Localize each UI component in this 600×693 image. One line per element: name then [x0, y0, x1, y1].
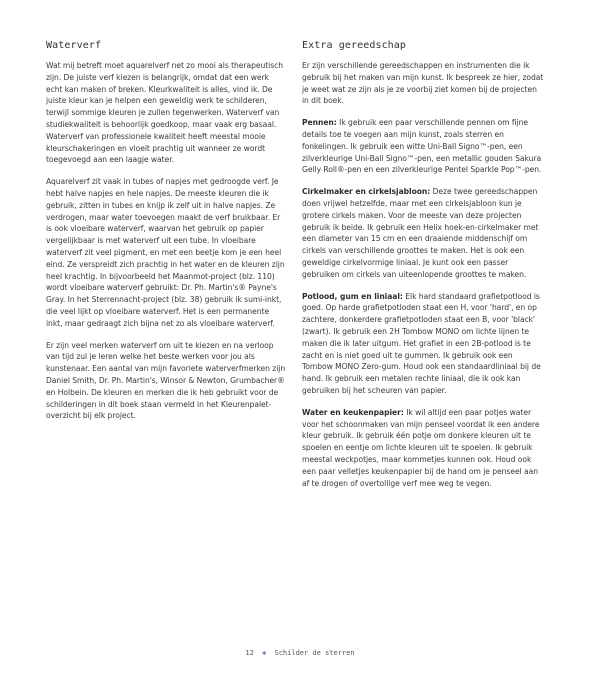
term-text: Deze twee gereedschappen doen vrijwel hetzelfde, maar met een cirkelsjabloon kun je grotere cirkels maken. Voor de meeste van deze projecten gebruik ik beide. Ik gebruik een Helix hoek-en-cirkelmaker met een diameter van 15 cm en een draaiende middenschijf om cirkels van verschillende groottes te maken. Het is ook een geweldige cirkelvormige liniaal. Je kunt ook een passer gebruiken om cirkels van uiteenlopende groottes te maken.	[302, 187, 539, 279]
page-number: 12	[245, 649, 254, 657]
term-label: Cirkelmaker en cirkelsjabloon:	[302, 187, 431, 197]
left-column	[46, 40, 286, 432]
term-text: Ik wil altijd een paar potjes water voor het schoonmaken van mijn penseel voordat ik een andere kleur gebruik. Ik gebruik één potje om donkere kleuren uit te spoelen en eentje om lichte kleuren uit te spoelen. Ik gebruik meestal weckpotjes, maar kommetjes kunnen ook. Houd ook een paar velletjes keukenpapier bij de hand om je penseel aan af te drogen of overtollige verf mee weg te vegen.	[302, 407, 540, 488]
paragraph-water	[302, 407, 545, 490]
term-text: Elk hard standaard grafietpotlood is goed. Op harde grafietpotloden staat een H, voor 'hard', en op zachtere, donkerdere grafietpotloden staat een B, voor 'black' (zwart). Ik gebruik een 2H Tombow MONO om lichte lijnen te maken die ik later uitgum. Het grafiet in een 2B-potlood is te zacht en is niet goed uit te gummen. Ik gebruik ook een Tombow MONO Zero-gum. Houd ook een standaardliniaal bij de hand. Ik gebruik een metalen rechte liniaal, die ik ook kan gebruiken bij het scheuren van papier.	[302, 291, 541, 395]
page-footer	[0, 649, 600, 657]
paragraph: Er zijn verschillende gereedschappen en instrumenten die ik gebruik bij het maken van mijn kunst. Ik bespreek ze hier, zodat je weet wat ze zijn als je ze voorbij ziet komen bij de projecten in dit boek.	[302, 61, 544, 106]
paragraph: Wat mij betreft moet aquarelverf net zo mooi als therapeutisch zijn. De juiste verf kiezen is belangrijk, omdat dat een werk echt kan maken of breken. Kleurkwaliteit is alles, vind ik. De juiste kleur kan je helpen een geweldig werk te schilderen, terwijl sommige kleuren je zullen tegenwerken. Waterverf van studiekwaliteit is behoorlijk goedkoop, maar vaak erg basaal. Waterverf van professionele kwaliteit heeft meestal mooie kleurschakeringen en vloeit prachtig uit wanneer ze wordt toegevoegd aan een laagje water.	[46, 61, 284, 165]
paragraph-cirkelmaker	[302, 186, 545, 280]
paragraph-pennen	[302, 117, 545, 176]
section-heading-waterverf: Waterverf	[46, 40, 102, 51]
paragraph-potlood	[302, 291, 545, 397]
paragraph: Aquarelverf zit vaak in tubes of napjes met gedroogde verf. Je hebt halve napjes en hele napjes. De meeste kleuren die ik gebruik, zitten in tubes en knijp ik zelf uit in halve napjes. Ze verdrogen, maar water toevoegen maakt de verf bruikbaar. Er is ook vloeibare waterverf, waarvan het gebruik op papier vergelijkbaar is met waterverf uit een tube. In vloeibare waterverf zit veel pigment, en met een beetje kom je een heel eind. Ze verspreidt zich prachtig in het water en de kleuren zijn heel krachtig. In bijvoorbeeld het Maanmot-project (blz. 110) wordt vloeibare waterverf gebruikt: Dr. Ph. Martin's® Payne's Gray. In het Sterrennacht-project (blz. 38) gebruik ik sumi-inkt, die veel lijkt op vloeibare waterverf. Het is een permanente inkt, maar gedraagt zich bijna net zo als vloeibare waterverf.	[46, 177, 285, 328]
term-text: Ik gebruik een paar verschillende pennen om fijne details toe te voegen aan mijn kunst, zoals sterren en fonkelingen. Ik gebruik een witte Uni-Ball Signo™-pen, een zilverkleurige Uni-Ball Signo™-pen, een metallic gouden Sakura Gelly Roll®-pen en een zilverkleurige Pentel Sparkle Pop™-pen.	[302, 118, 542, 175]
term-label: Water en keukenpapier:	[302, 407, 404, 417]
book-title: Schilder de sterren	[274, 649, 355, 657]
right-column	[302, 40, 545, 499]
paragraph: Er zijn veel merken waterverf om uit te kiezen en na verloop van tijd zul je leren welke het beste werken voor jou als kunstenaar. Een aantal van mijn favoriete waterverfmerken zijn Daniel Smith, Dr. Ph. Martin's, Winsor & Newton, Grumbacher® en Holbein. De kleuren en merken die ik heb gebruikt voor de schilderingen in dit boek staan vermeld in het Kleurenpalet-overzicht bij elk project.	[46, 340, 286, 421]
section-heading-extra-gereedschap: Extra gereedschap	[302, 40, 407, 51]
term-label: Pennen:	[302, 118, 337, 128]
term-label: Potlood, gum en liniaal:	[302, 291, 403, 301]
star-separator-icon: ✱	[262, 649, 267, 657]
